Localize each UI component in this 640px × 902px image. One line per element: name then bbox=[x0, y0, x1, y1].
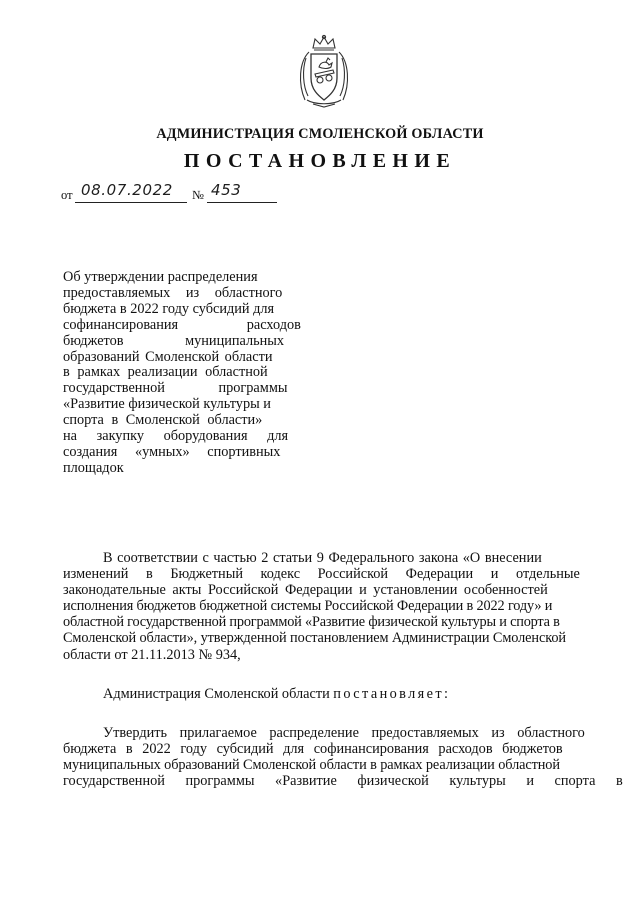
paragraph-line: муниципальных образований Смоленской области в рамках реализации областной bbox=[63, 757, 560, 774]
subject-line: предоставляемых из областного bbox=[63, 284, 283, 301]
subject-line: на закупку оборудования для bbox=[63, 428, 289, 445]
paragraph-line: области от 21.11.2013 № 934, bbox=[63, 646, 241, 663]
paragraph-line bbox=[63, 686, 608, 702]
subject-line: создания «умных» спортивных bbox=[63, 443, 281, 460]
resolution-verb: постановляет: bbox=[333, 686, 451, 702]
subject-line: бюджета в 2022 году субсидий для bbox=[63, 300, 275, 317]
paragraph-line: законодательные акты Российской Федерации и установлении особенностей bbox=[63, 582, 548, 599]
paragraph-line: областной государственной программой «Развитие физической культуры и спорта в bbox=[63, 614, 560, 631]
subject-line: Об утверждении распределения bbox=[63, 269, 258, 285]
resolution-subject: Администрация Смоленской области bbox=[103, 686, 334, 702]
paragraph-line: В соответствии с частью 2 статьи 9 Федерального закона «О внесении bbox=[103, 550, 542, 566]
paragraph-line: изменений в Бюджетный кодекс Российской Федерации и отдельные bbox=[63, 566, 580, 583]
preamble-paragraph bbox=[63, 550, 608, 663]
subject-line: софинансирования расходов bbox=[63, 316, 301, 333]
document-type-title: ПОСТАНОВЛЕНИЕ bbox=[183, 150, 457, 172]
date-prefix-label: от bbox=[61, 188, 73, 202]
date-number-line bbox=[61, 182, 301, 204]
subject-block bbox=[63, 269, 301, 477]
paragraph-line: государственной программы «Развитие физической культуры и спорта в bbox=[63, 773, 623, 790]
number-prefix-label: № bbox=[192, 188, 204, 202]
paragraph-line: Утвердить прилагаемое распределение предоставляемых из областного bbox=[103, 725, 585, 741]
paragraph-line: исполнения бюджетов бюджетной системы Российской Федерации в 2022 году» и bbox=[63, 598, 553, 615]
decision-paragraph bbox=[63, 725, 623, 790]
organization-name: АДМИНИСТРАЦИЯ СМОЛЕНСКОЙ ОБЛАСТИ bbox=[156, 126, 484, 142]
number-underline bbox=[207, 202, 277, 203]
subject-line: площадок bbox=[63, 459, 124, 476]
subject-line: бюджетов муниципальных bbox=[63, 332, 285, 349]
subject-line: государственной программы bbox=[63, 380, 288, 397]
paragraph-line: Смоленской области», утвержденной постановлением Администрации Смоленской bbox=[63, 630, 566, 647]
subject-line: образований Смоленской области bbox=[63, 348, 273, 365]
subject-line: в рамках реализации областной bbox=[63, 364, 268, 381]
resolution-paragraph bbox=[63, 686, 608, 702]
subject-line: спорта в Смоленской области» bbox=[63, 412, 263, 429]
subject-line: «Развитие физической культуры и bbox=[63, 396, 271, 413]
smolensk-coat-of-arms-emblem bbox=[293, 34, 355, 108]
document-date: 08.07.2022 bbox=[81, 181, 173, 199]
document-number: 453 bbox=[211, 181, 242, 199]
date-underline bbox=[75, 202, 187, 203]
paragraph-line: бюджета в 2022 году субсидий для софинансирования расходов бюджетов bbox=[63, 741, 563, 758]
